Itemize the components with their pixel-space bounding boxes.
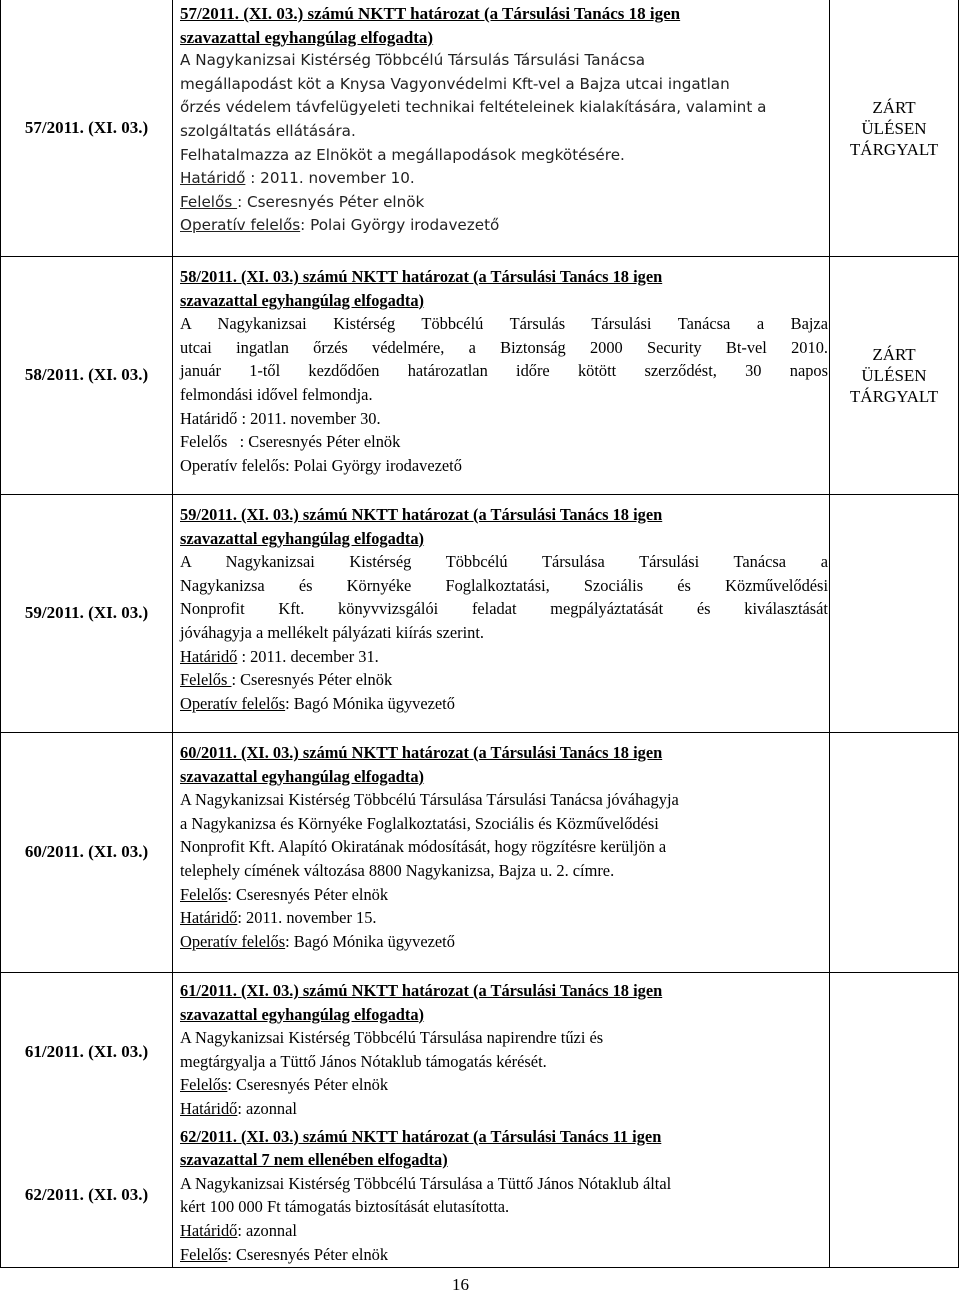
responsible-value: : Cseresnyés Péter elnök [227,1244,389,1264]
resolution-61-deadline [180,1097,828,1121]
responsible-value: : Cseresnyés Péter elnök [227,1075,389,1095]
row-divider-4 [0,972,959,973]
deadline-label: Határidő [180,908,238,928]
deadline-label: Határidő [180,169,246,188]
resolution-62-body-1: A Nagykanizsai Kistérség Többcélú Társulása a Tüttő János Nótaklub által [180,1173,672,1193]
resolution-61-title-line1: 61/2011. (XI. 03.) számú NKTT határozat (a Társulási Tanács 18 igen [180,981,663,1000]
resolution-60-body-4: telephely címének változása 8800 Nagykanizsa, Bajza u. 2. címre. [180,860,615,880]
column-divider-1 [172,0,173,1268]
operative-value: : Polai György irodavezető [300,216,500,235]
responsible-value: : Cseresnyés Péter elnök [227,884,389,904]
resolution-59-body-3: Nonprofit Kft. könyvvizsgálói feladat megpályáztatását és kiválasztását [180,599,828,619]
resolution-58-body-3: január 1-től kezdődően határozatlan időre kötött szerződést, 30 napos [180,361,828,381]
resolution-59-deadline [180,645,828,669]
resolution-60-deadline [180,906,828,930]
responsible-value: : Cseresnyés Péter elnök [237,192,425,211]
resolution-57-body-1: A Nagykanizsai Kistérség Többcélú Társulás Társulási Tanácsa [180,51,646,70]
resolution-62-responsible [180,1243,828,1267]
operative-label: Operatív felelős [180,931,286,951]
resolution-number-59: 59/2011. (XI. 03.) [24,603,149,622]
operative-value: : Bagó Mónika ügyvezető [285,931,455,951]
resolution-number-60: 60/2011. (XI. 03.) [24,842,149,861]
resolution-57-body-5: Felhatalmazza az Elnököt a megállapodások megkötésére. [180,145,625,164]
resolution-59-title-line2: szavazattal egyhangúlag elfogadta) [180,528,425,548]
deadline-value: : 2011. november 15. [237,908,377,928]
resolution-59-title-line1: 59/2011. (XI. 03.) számú NKTT határozat (a Társulási Tanács 18 igen [180,505,663,524]
resolution-57-deadline [180,167,828,191]
deadline-value: : 2011. december 31. [237,646,379,666]
resolution-61-body-1: A Nagykanizsai Kistérség Többcélú Társulása napirendre tűzi és [180,1028,604,1048]
resolution-57-title-line2: szavazattal egyhangúlag elfogadta) [180,27,434,47]
resolution-number-58: 58/2011. (XI. 03.) [24,365,149,384]
resolution-60-body-1: A Nagykanizsai Kistérség Többcélú Társulása Társulási Tanácsa jóváhagyja [180,790,679,810]
status-58-text: ZÁRT ÜLÉSEN TÁRGYALT [849,344,939,406]
resolution-60 [180,741,828,953]
resolution-59-operative [180,692,828,716]
responsible-label: Felelős [180,1075,228,1095]
deadline-value: : azonnal [237,1220,297,1240]
resolution-57-body-3: őrzés védelem távfelügyeleti technikai feltételeinek kialakítására, valamint a [180,98,767,117]
resolution-57-title-line1: 57/2011. (XI. 03.) számú NKTT határozat (a Társulási Tanács 18 igen [180,4,681,23]
resolution-60-operative [180,930,828,954]
resolution-60-title-line2: szavazattal egyhangúlag elfogadta) [180,766,425,786]
resolution-57-body-2: megállapodást köt a Knysa Vagyonvédelmi Kft-vel a Bajza utcai ingatlan [180,74,730,93]
resolution-57-body-4: szolgáltatás ellátására. [180,121,356,140]
deadline-value: : azonnal [237,1098,297,1118]
operative-value: : Bagó Mónika ügyvezető [285,693,455,713]
resolution-58-body-4: felmondási idővel felmondja. [180,384,373,404]
resolution-58-body-1: A Nagykanizsai Kistérség Többcélú Társulás Társulási Tanácsa a Bajza [180,314,828,334]
resolution-59-body-4: jóváhagyja a mellékelt pályázati kiírás szerint. [180,622,485,642]
resolution-58-title-line1: 58/2011. (XI. 03.) számú NKTT határozat (a Társulási Tanács 18 igen [180,267,663,286]
resolution-58-title-line2: szavazattal egyhangúlag elfogadta) [180,290,425,310]
resolution-60-responsible [180,883,828,907]
deadline-label: Határidő [180,1098,238,1118]
status-57-text: ZÁRT ÜLÉSEN TÁRGYALT [849,97,939,159]
responsible-label: Felelős [180,1244,228,1264]
resolution-59-responsible [180,668,828,692]
resolution-58-deadline: Határidő : 2011. november 30. [180,408,381,428]
operative-label: Operatív felelős [180,216,301,235]
responsible-label: Felelős [180,670,232,690]
resolution-58 [180,265,828,477]
page-number: 16 [452,1275,469,1294]
operative-label: Operatív felelős [180,693,286,713]
status-58 [830,256,958,494]
resolution-58-operative: Operatív felelős: Polai György irodavezető [180,455,462,475]
deadline-value: : 2011. november 10. [245,169,415,188]
table-border-bottom [0,1267,959,1268]
resolution-59 [180,503,828,715]
responsible-value: : Cseresnyés Péter elnök [231,670,393,690]
responsible-label: Felelős [180,192,238,211]
status-57 [830,0,958,256]
resolution-60-title-line1: 60/2011. (XI. 03.) számú NKTT határozat (a Társulási Tanács 18 igen [180,743,663,762]
resolution-62-body-2: kért 100 000 Ft támogatás biztosítását elutasította. [180,1197,510,1217]
resolution-61-title-line2: szavazattal egyhangúlag elfogadta) [180,1004,425,1024]
responsible-label: Felelős [180,884,228,904]
resolution-number-57: 57/2011. (XI. 03.) [24,118,149,137]
resolution-60-body-3: Nonprofit Kft. Alapító Okiratának módosítását, hogy rögzítésre kerüljön a [180,837,667,857]
resolution-62-title-line1: 62/2011. (XI. 03.) számú NKTT határozat (a Társulási Tanács 11 igen [180,1126,662,1146]
deadline-label: Határidő [180,1220,238,1240]
resolution-61-responsible [180,1073,828,1097]
resolution-58-body-2: utcai ingatlan őrzés védelmére, a Biztonság 2000 Security Bt-vel 2010. [180,337,828,357]
deadline-label: Határidő [180,646,238,666]
resolution-62-deadline [180,1219,828,1243]
resolution-57 [180,2,828,238]
resolution-61-body-2: megtárgyalja a Tüttő János Nótaklub támogatás kérését. [180,1051,547,1071]
resolution-60-body-2: a Nagykanizsa és Környéke Foglalkoztatási, Szociális és Közművelődési [180,813,659,833]
resolution-59-body-2: Nagykanizsa és Környéke Foglalkoztatási, Szociális és Közművelődési [180,575,828,595]
resolution-59-body-1: A Nagykanizsai Kistérség Többcélú Társulása Társulási Tanácsa a [180,552,828,572]
resolution-57-responsible [180,191,828,215]
resolution-number-62: 62/2011. (XI. 03.) [24,1185,149,1204]
resolution-62-title-line2: szavazattal 7 nem ellenében elfogadta) [180,1150,448,1170]
resolution-number-61: 61/2011. (XI. 03.) [24,1042,149,1061]
resolution-61 [180,979,828,1266]
resolution-57-operative [180,214,828,238]
resolution-58-responsible: Felelős : Cseresnyés Péter elnök [180,432,401,452]
table-border-right [958,0,959,1268]
